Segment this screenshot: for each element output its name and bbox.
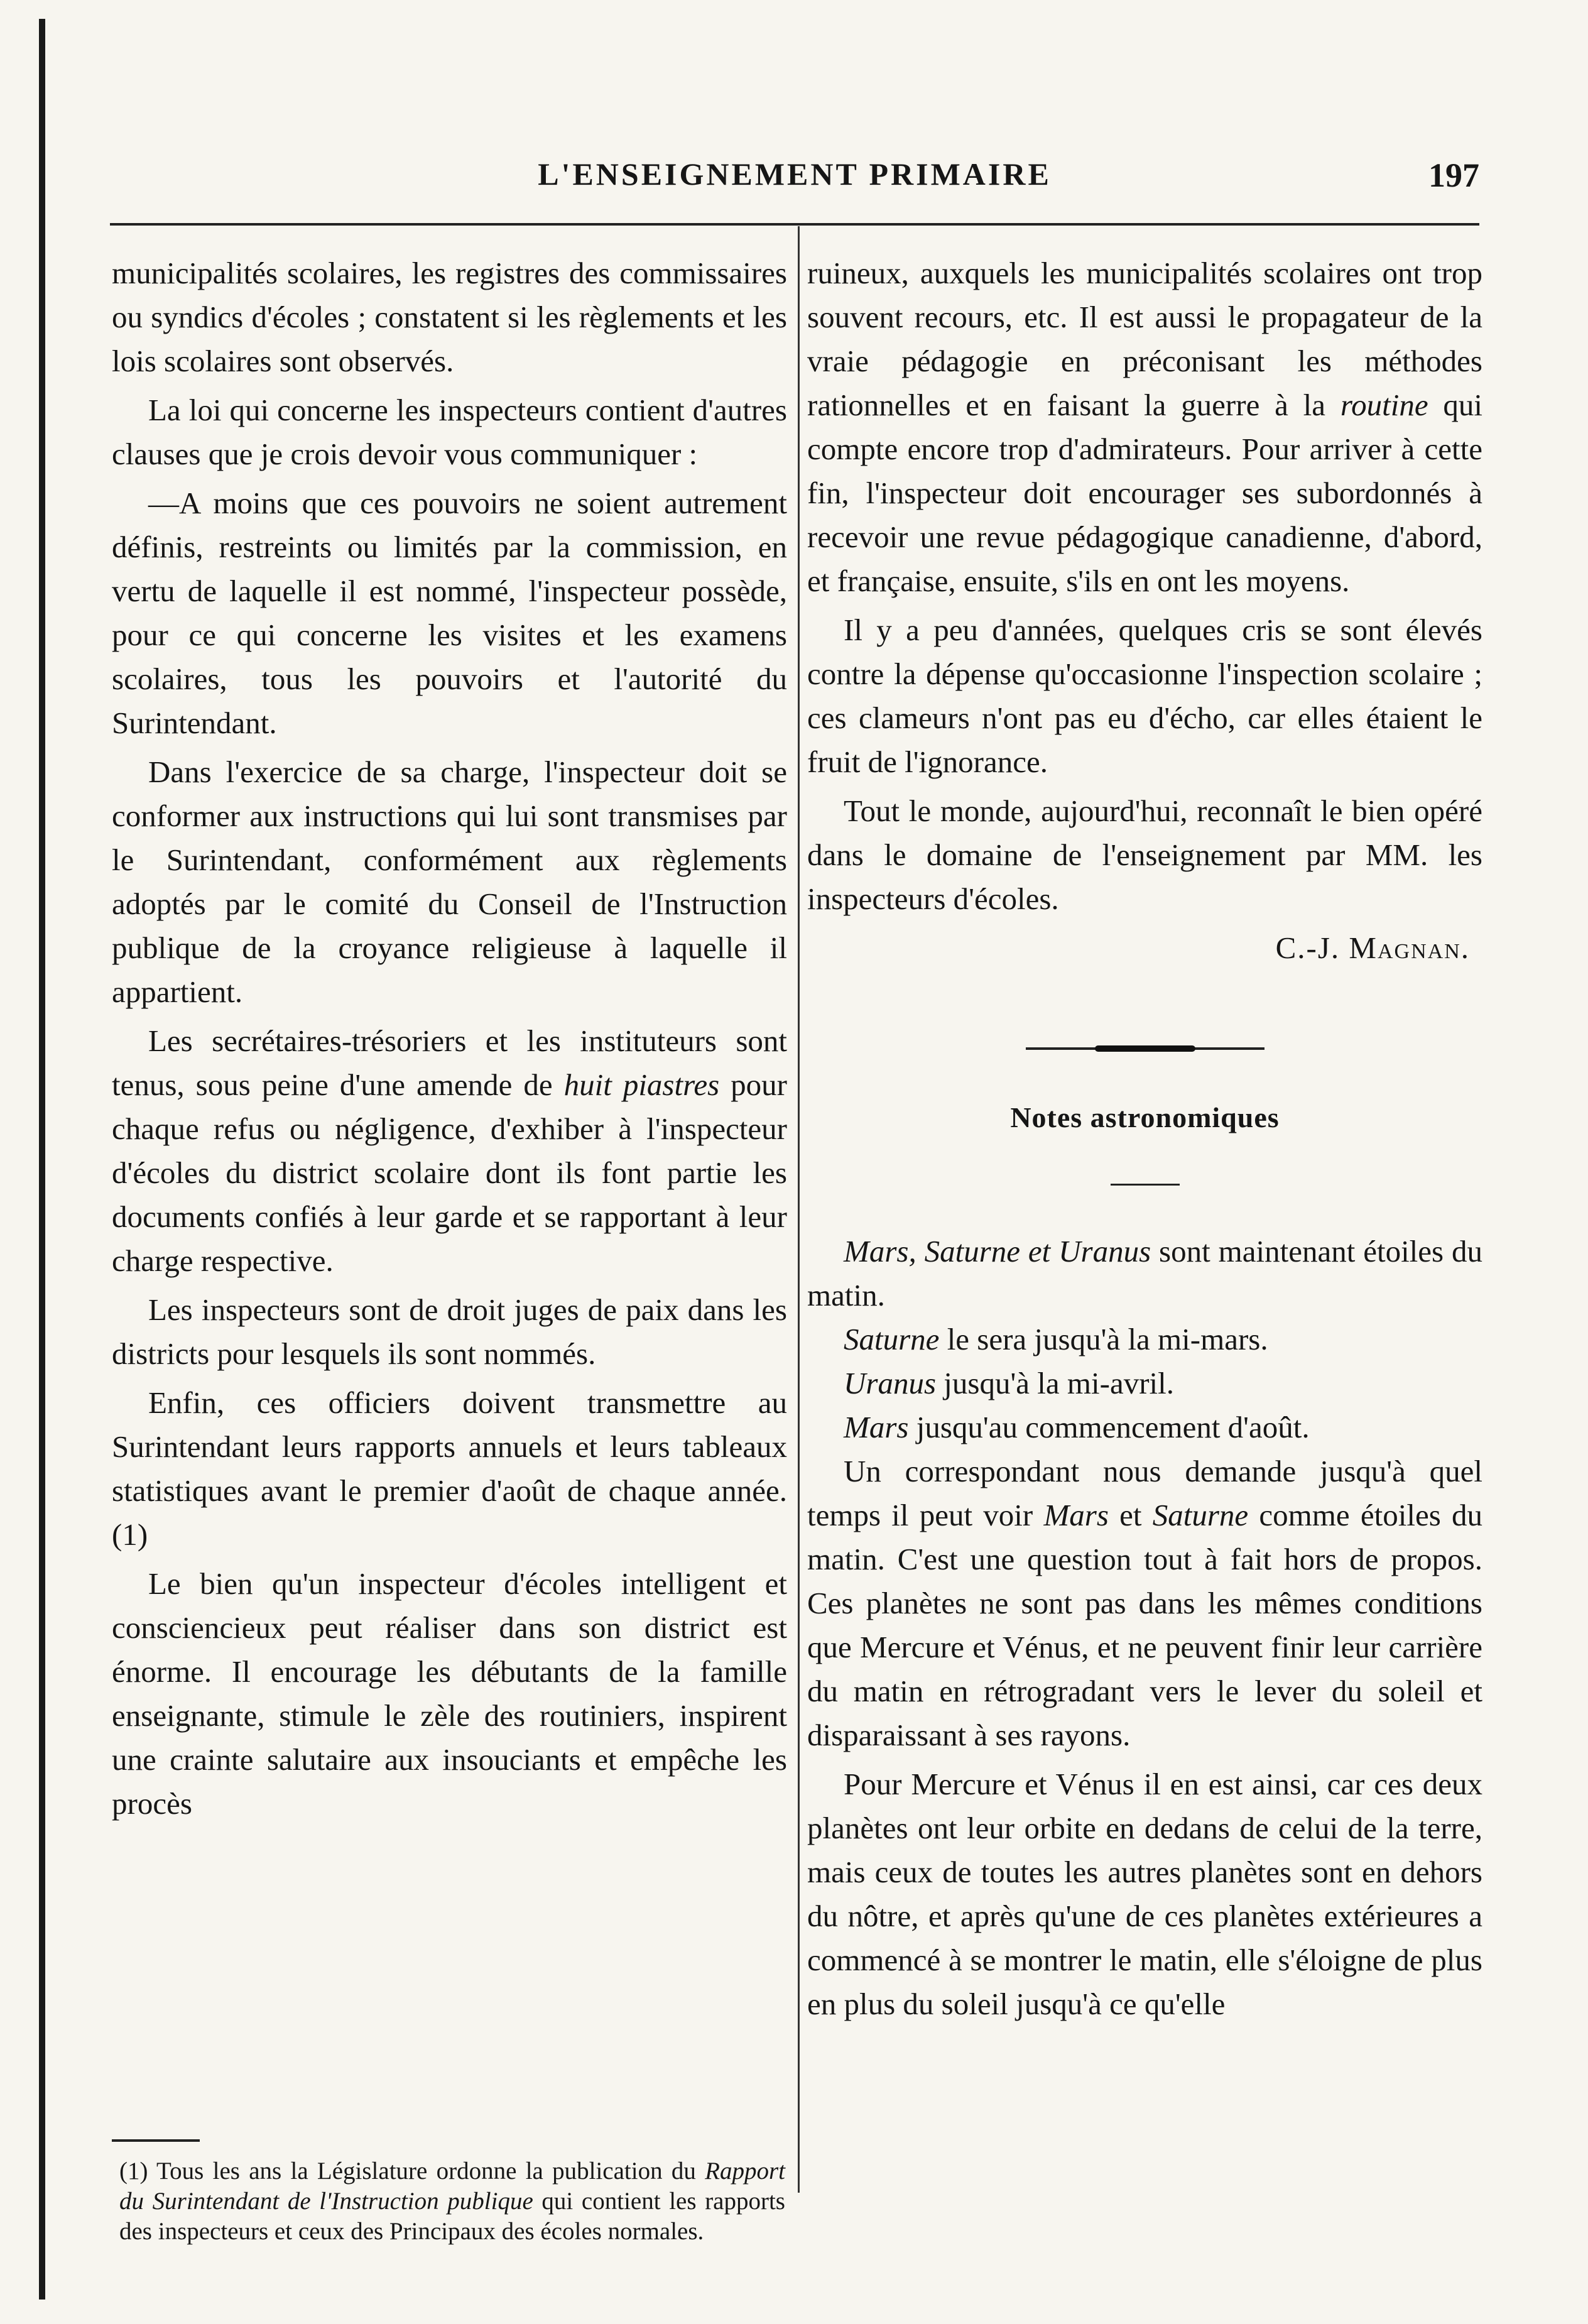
paragraph <box>807 1405 1482 1449</box>
paragraph <box>807 1317 1482 1361</box>
text-span: ruineux, auxquels les municipalités scolaires ont trop souvent recours, etc. Il est aussi le propagateur de la vraie pédagogie en préconisant les méthodes rationnelles et en faisant la guerre à la <box>807 256 1482 422</box>
italic-span: Uranus <box>844 1366 937 1400</box>
text-span: pour chaque refus ou négligence, d'exhiber à l'inspecteur d'écoles du district scolaire dont ils font partie les documents confiés à leur garde et se rapportant à leur charge respective. <box>112 1067 787 1278</box>
paragraph <box>807 1449 1482 1757</box>
paragraph <box>807 251 1482 603</box>
binding-rule <box>39 19 45 2299</box>
paragraph: —A moins que ces pouvoirs ne soient autrement définis, restreints ou limités par la commission, en vertu de laquelle il est nommé, l'inspecteur possède, pour ce qui concerne les visites et les examens scolaires, tous les pouvoirs et l'autorité du Surintendant. <box>112 486 787 740</box>
italic-span: Saturne <box>844 1322 940 1356</box>
italic-span: Mars <box>1043 1498 1109 1532</box>
text-span: jusqu'au commencement d'août. <box>908 1410 1310 1444</box>
text-span: qui compte encore trop d'admirateurs. Pour arriver à cette fin, l'inspecteur doit encourager ses subordonnés à recevoir une revue pédagogique canadienne, d'abord, et française, ensuite, s'ils en ont les moyens. <box>807 388 1482 598</box>
running-title: L'ENSEIGNEMENT PRIMAIRE <box>538 156 1052 192</box>
paragraph: La loi qui concerne les inspecteurs contient d'autres clauses que je crois devoir vous communiquer : <box>112 393 787 471</box>
paragraph: Tout le monde, aujourd'hui, reconnaît le bien opéré dans le domaine de l'enseignement par MM. les inspecteurs d'écoles. <box>807 794 1482 916</box>
text-span: comme étoiles du matin. C'est une question tout à fait hors de propos. Ces planètes ne sont pas dans les mêmes conditions que Mercure et Vénus, et ne peuvent finir leur carrière du matin en rétrogradant vers le lever du soleil et disparaissant à ses rayons. <box>807 1498 1482 1752</box>
text-span: Les secrétaires-trésoriers et les instituteurs sont tenus, sous peine d'une amende de <box>112 1023 787 1102</box>
page-number: 197 <box>1428 156 1479 194</box>
text-span: jusqu'à la mi-avril. <box>936 1366 1174 1400</box>
italic-span: Saturne <box>1152 1498 1249 1532</box>
right-column <box>807 251 1482 2026</box>
paragraph: municipalités scolaires, les registres des commissaires ou syndics d'écoles ; constatent si les règlements et les lois scolaires sont observés. <box>112 256 787 378</box>
ornamental-rule <box>1026 1045 1264 1052</box>
signature: C.-J. Magnan. <box>1275 930 1470 965</box>
footnote <box>119 2156 785 2247</box>
italic-span: Mars, Saturne et Uranus <box>844 1234 1151 1268</box>
text-span: sont maintenant étoiles du matin. <box>807 1234 1482 1312</box>
paragraph <box>807 1361 1482 1405</box>
text-span: qui contient les rapports des inspecteurs et ceux des Principaux des écoles normales. <box>119 2188 785 2245</box>
column-divider <box>798 226 800 2193</box>
paragraph: Pour Mercure et Vénus il en est ainsi, car ces deux planètes ont leur orbite en dedans de celui de la terre, mais ceux de toutes les autres planètes sont en dehors du nôtre, et après qu'une de ces planètes extérieures a commencé à se montrer le matin, elle s'éloigne de plus en plus du soleil jusqu'à ce qu'elle <box>807 1767 1482 2021</box>
paragraph: Dans l'exercice de sa charge, l'inspecteur doit se conformer aux instructions qui lui sont transmises par le Surintendant, conformément aux règlements adoptés par le comité du Conseil de l'Instruction publique de la croyance religieuse à laquelle il appartient. <box>112 755 787 1009</box>
text-span: le sera jusqu'à la mi-mars. <box>939 1322 1268 1356</box>
section-title: Notes astronomiques <box>1010 1101 1280 1133</box>
italic-span: huit piastres <box>563 1067 720 1102</box>
left-column <box>112 251 787 1826</box>
paragraph <box>807 1230 1482 1317</box>
text-span: Un correspondant nous demande jusqu'à quel temps il peut voir <box>807 1454 1482 1532</box>
italic-span: Rapport du Surintendant de l'Instruction publique <box>119 2158 785 2215</box>
paragraph <box>112 1019 787 1283</box>
running-head <box>110 156 1479 200</box>
header-rule <box>110 223 1479 226</box>
paragraph: Enfin, ces officiers doivent transmettre au Surintendant leurs rapports annuels et leurs tableaux statistiques avant le premier d'août de chaque année. (1) <box>112 1385 787 1552</box>
text-span: et <box>1108 1498 1153 1532</box>
section-rule <box>1111 1184 1180 1186</box>
footnote-rule <box>112 2139 200 2142</box>
text-span: (1) Tous les ans la Législature ordonne la publication du <box>119 2158 705 2185</box>
paragraph: Le bien qu'un inspecteur d'écoles intelligent et consciencieux peut réaliser dans son district est énorme. Il encourage les débutants de la famille enseignante, stimule le zèle des routiniers, inspirent une crainte salutaire aux insouciants et empêche les procès <box>112 1566 787 1821</box>
paragraph: Les inspecteurs sont de droit juges de paix dans les districts pour lesquels ils sont nommés. <box>112 1292 787 1371</box>
italic-span: routine <box>1340 388 1428 422</box>
italic-span: Mars <box>844 1410 909 1444</box>
paragraph: Il y a peu d'années, quelques cris se sont élevés contre la dépense qu'occasionne l'inspection scolaire ; ces clameurs n'ont pas eu d'écho, car elles étaient le fruit de l'ignorance. <box>807 613 1482 779</box>
